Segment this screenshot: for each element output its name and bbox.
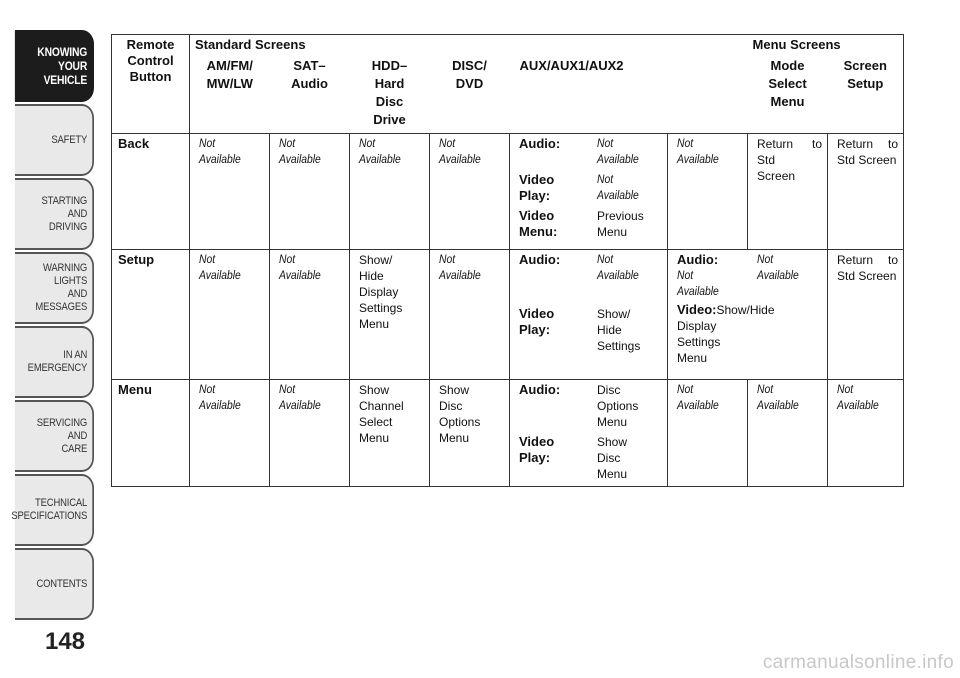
aux-pairs [519, 252, 662, 354]
tab-label: WARNING [42, 262, 88, 274]
audio-label: Audio: [519, 136, 561, 151]
not-available-text [597, 136, 656, 168]
text: Video [519, 434, 555, 449]
cell-sat [270, 250, 350, 380]
show-hide-settings-text [597, 306, 662, 354]
tab-warning-lights-and-messages[interactable] [15, 252, 94, 324]
cell-blank [668, 250, 775, 380]
text: Not [837, 384, 854, 396]
text: Play: [519, 450, 551, 465]
not-available-text [597, 252, 656, 284]
text: Previous [597, 209, 644, 223]
text: Menu [597, 415, 628, 429]
tab-label: STARTING [41, 194, 88, 207]
header-text: Screen [843, 58, 887, 73]
header-menu-screens [748, 35, 904, 58]
row-label-menu: Menu [112, 380, 190, 487]
header-text: MW/LW [206, 76, 253, 91]
text: Available [279, 154, 321, 166]
tab-label: SAFETY [51, 133, 88, 146]
tab-label: VEHICLE [43, 73, 88, 87]
cell-hdd [350, 380, 430, 487]
cell-hdd [350, 134, 430, 250]
cell-sat [270, 134, 350, 250]
text: Show [597, 435, 628, 449]
tab-label: SERVICING [36, 416, 88, 429]
text: Show/Hide [716, 303, 775, 317]
cell-mode-select-menu [748, 380, 828, 487]
text: Not [359, 138, 376, 150]
text: Settings [359, 301, 403, 315]
video-play-label [519, 172, 597, 204]
header-text: Button [129, 69, 172, 84]
header-remote-control-button [112, 35, 190, 134]
header-text: AM/FM/ [206, 58, 253, 73]
tab-label: AND [67, 429, 88, 442]
not-available-text [677, 382, 719, 414]
cell-blank [668, 380, 748, 487]
header-sat-audio [270, 57, 350, 134]
header-text: Drive [373, 112, 406, 127]
not-available-text [359, 136, 401, 168]
text: Disc [597, 451, 621, 465]
text: Available [597, 190, 639, 202]
header-text: Menu Screens [752, 37, 841, 52]
header-text: Select [768, 76, 807, 91]
header-disc-dvd [430, 57, 510, 134]
text: Std Screen [837, 269, 897, 283]
text: Not [677, 138, 694, 150]
remote-control-button-table [111, 34, 904, 487]
aux-pairs [519, 136, 662, 240]
text: Available [677, 286, 719, 298]
text: Video [519, 208, 555, 223]
header-text: Remote [126, 37, 175, 52]
header-text: Standard Screens [195, 37, 306, 52]
cell-am-fm [190, 134, 270, 250]
text: Not [279, 384, 296, 396]
tab-label: IN AN [63, 349, 88, 361]
not-available-text [199, 252, 241, 284]
tab-label: TECHNICAL [35, 497, 88, 509]
cell-disc [430, 380, 510, 487]
text: Return to [837, 137, 899, 151]
text: Available [199, 270, 241, 282]
text: Settings [597, 339, 641, 353]
cell-screen-setup [828, 250, 904, 380]
text: Available [279, 400, 321, 412]
tab-safety[interactable] [15, 104, 94, 176]
text: Display [677, 319, 717, 333]
header-text: HDD– [371, 58, 408, 73]
header-standard-screens [190, 35, 748, 58]
cell-hdd [350, 250, 430, 380]
text: Return to [837, 253, 899, 267]
text: Menu [597, 467, 628, 481]
tab-label: CARE [61, 442, 88, 455]
tab-label: SPECIFICATIONS [11, 510, 88, 522]
text: Menu [359, 317, 390, 331]
tab-label: MESSAGES [35, 301, 88, 313]
text: Menu [359, 431, 390, 445]
text: Options [597, 399, 639, 413]
not-available-text [439, 252, 481, 284]
tab-label: CONTENTS [36, 577, 88, 590]
text: Options [439, 415, 481, 429]
text: Channel [359, 399, 404, 413]
not-available-text [597, 172, 656, 204]
cell-am-fm [190, 380, 270, 487]
text: Available [359, 154, 401, 166]
audio-label: Audio: [519, 252, 561, 267]
cell-mode-select-menu [748, 134, 828, 250]
tab-label: AND [67, 207, 88, 220]
not-available-text [837, 382, 879, 414]
header-text: Hard [374, 76, 405, 91]
chapter-tabs [0, 0, 100, 678]
text: Available [837, 400, 879, 412]
text: Not [439, 138, 456, 150]
cell-screen-setup [828, 380, 904, 487]
text: Available [756, 270, 799, 282]
text: Disc [439, 399, 463, 413]
text: Available [677, 154, 719, 166]
text: Return to [757, 137, 823, 151]
cell-disc [430, 250, 510, 380]
header-text: Menu [770, 94, 805, 109]
text: Not [199, 138, 216, 150]
show-disc-menu-text [597, 434, 662, 482]
header-row-1 [112, 35, 904, 58]
table-row [112, 134, 904, 250]
table-row [112, 250, 904, 380]
not-available-text [677, 136, 719, 168]
text: Available [597, 270, 639, 282]
header-text: Disc [375, 94, 404, 109]
text: Available [677, 400, 719, 412]
header-hdd [350, 57, 430, 134]
header-text: Audio [291, 76, 328, 91]
text: Available [199, 400, 241, 412]
table-row [112, 380, 904, 487]
header-aux [510, 57, 748, 134]
text: Menu: [519, 224, 558, 239]
text: Disc [597, 383, 621, 397]
cell-blank [668, 134, 748, 250]
audio-label: Audio: [519, 382, 561, 397]
header-row-2 [112, 57, 904, 134]
tab-label: KNOWING [37, 45, 88, 59]
text: Hide [597, 323, 622, 337]
header-screen-setup [828, 57, 904, 134]
text: Available [757, 400, 799, 412]
tab-label: EMERGENCY [27, 362, 88, 374]
previous-menu-text [597, 208, 662, 240]
text: Video [519, 306, 555, 321]
header-text: DVD [455, 76, 484, 91]
video-show-hide-text [677, 302, 775, 318]
cell-aux [510, 380, 668, 487]
row-label-setup: Setup [112, 250, 190, 380]
tab-in-an-emergency[interactable] [15, 326, 94, 398]
text: Settings [677, 335, 721, 349]
not-available-text [439, 136, 481, 168]
tab-servicing-and-care[interactable] [15, 400, 94, 472]
cell-aux [510, 134, 668, 250]
tab-technical-specifications[interactable] [11, 474, 94, 546]
text: Show [439, 383, 470, 397]
aux-pairs [519, 382, 662, 482]
video-menu-label [519, 208, 597, 240]
header-text: SAT– [293, 58, 326, 73]
text: Play: [519, 322, 551, 337]
cell-am-fm [190, 250, 270, 380]
text: Video [519, 172, 555, 187]
text: Menu [677, 351, 708, 365]
text: Not [199, 254, 216, 266]
text: Not [677, 270, 694, 282]
not-available-text [199, 136, 241, 168]
text: Available [439, 270, 481, 282]
text: Not [757, 384, 774, 396]
text: Screen [757, 169, 796, 183]
header-text: Setup [847, 76, 884, 91]
cell-aux [510, 250, 668, 380]
text: Not [677, 384, 694, 396]
video-play-label [519, 306, 597, 354]
text: Std Screen [837, 153, 897, 167]
video-label: Video: [677, 302, 717, 317]
text: Show [359, 383, 390, 397]
not-available-text [279, 252, 321, 284]
not-available-text [677, 268, 719, 300]
cell-disc [430, 134, 510, 250]
header-am-fm [190, 57, 270, 134]
text: Show/ [359, 253, 393, 267]
tab-contents[interactable] [15, 548, 94, 620]
text: Menu [597, 225, 628, 239]
text: Available [199, 154, 241, 166]
not-available-text [757, 382, 799, 414]
text: Not [597, 254, 614, 266]
not-available-text [279, 136, 321, 168]
header-text: AUX/AUX1/AUX2 [519, 58, 624, 73]
audio-label: Audio: [677, 252, 719, 267]
text: Available [439, 154, 481, 166]
tab-label: AND [67, 288, 88, 300]
text: Std [757, 153, 776, 167]
header-text: DISC/ [452, 58, 487, 73]
text: Show/ [597, 307, 631, 321]
text: Play: [519, 188, 551, 203]
row-label-back: Back [112, 134, 190, 250]
text: Select [359, 415, 393, 429]
not-available-text [279, 382, 321, 414]
cell-screen-setup [828, 134, 904, 250]
header-text: Mode [770, 58, 805, 73]
text: Not [199, 384, 216, 396]
text: Display [359, 285, 399, 299]
text: Hide [359, 269, 384, 283]
text: Not [597, 138, 614, 150]
tab-starting-and-driving[interactable] [15, 178, 94, 250]
text: Available [597, 154, 639, 166]
text: Not [439, 254, 456, 266]
not-available-text [199, 382, 241, 414]
text: Not [597, 174, 614, 186]
text: Menu [439, 431, 470, 445]
tab-label: DRIVING [48, 220, 88, 233]
tab-label: YOUR [57, 59, 88, 73]
text: Not [756, 254, 773, 266]
header-text: Control [127, 53, 174, 68]
video-play-label [519, 434, 597, 482]
cell-sat [270, 380, 350, 487]
tab-label: LIGHTS [53, 275, 88, 287]
header-mode-select-menu [748, 57, 828, 134]
text: Not [279, 254, 296, 266]
text: Not [279, 138, 296, 150]
watermark: carmanualsonline.info [762, 652, 954, 673]
disc-options-menu-text [597, 382, 662, 430]
tab-knowing-your-vehicle[interactable] [15, 30, 94, 102]
page-number: 148 [44, 628, 86, 655]
not-available-text [757, 252, 799, 284]
text: Available [279, 270, 321, 282]
